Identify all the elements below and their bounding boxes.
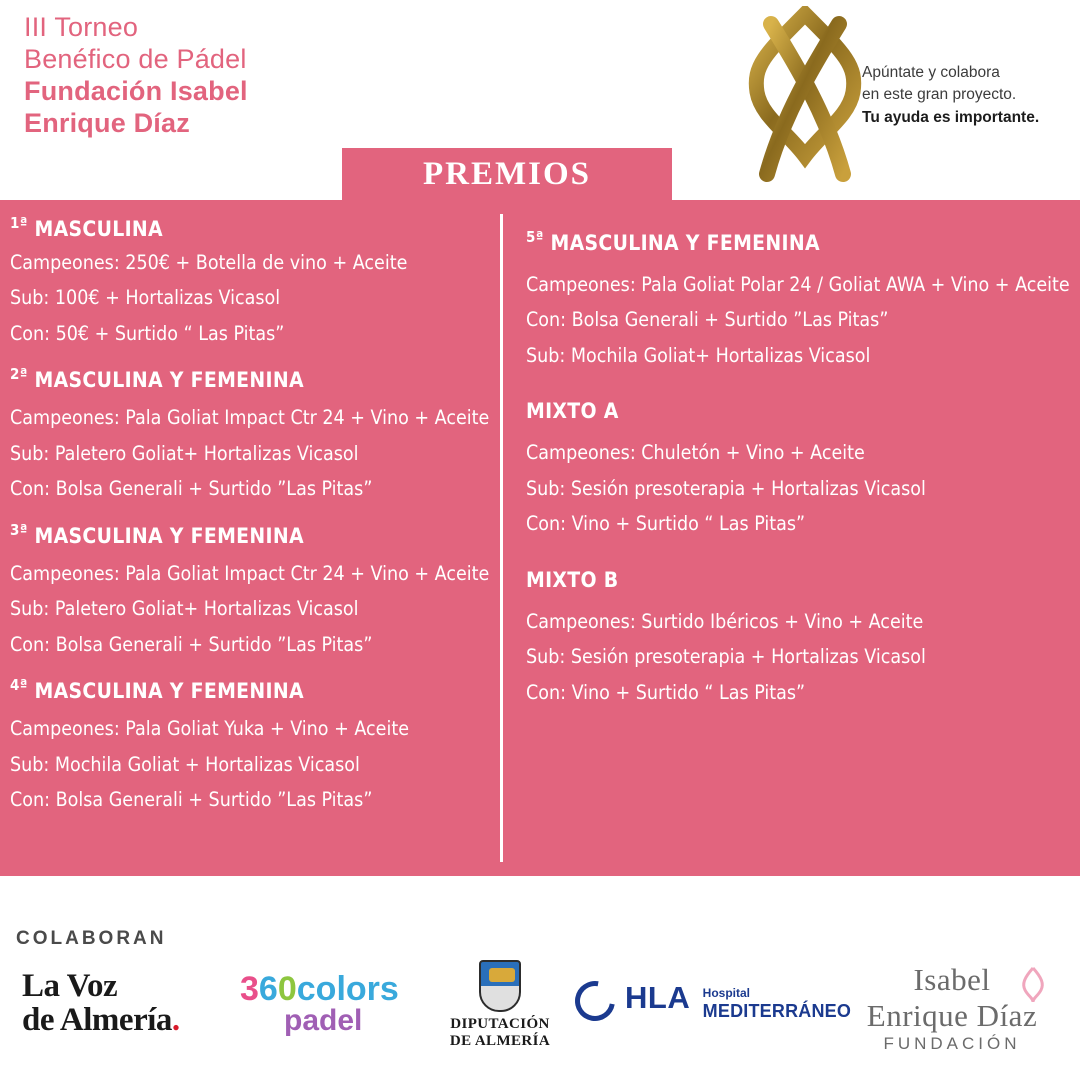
lavoz-dot: .	[171, 1001, 180, 1038]
header	[0, 0, 1080, 200]
prizes-panel	[0, 200, 1080, 876]
hla-sub-1: Hospital	[702, 986, 751, 1001]
prize-line: Con: Vino + Surtido “ Las Pitas”	[526, 512, 806, 536]
footer	[0, 876, 1080, 1080]
sponsor-logo-hla-hospital-mediterraneo	[575, 980, 851, 1022]
category-title	[10, 676, 482, 703]
prize-line: Campeones: Chuletón + Vino + Aceite	[526, 441, 865, 465]
sponsor-logo-360-colors-padel	[240, 972, 399, 1036]
category-title: MIXTO A	[526, 399, 619, 424]
prize-line: Con: Bolsa Generali + Surtido ”Las Pitas”	[526, 308, 889, 332]
category-ordinal-mark: ª	[19, 214, 28, 232]
title-line-2: Benéfico de Pádel	[24, 43, 247, 74]
lavoz-line-2: de Almería	[22, 1001, 172, 1038]
prize-category	[10, 214, 482, 351]
prize-line: Campeones: 250€ + Botella de vino + Aceite	[10, 251, 408, 274]
diputacion-shield-icon	[479, 960, 521, 1012]
padel360-digit-6: 6	[258, 970, 278, 1008]
category-number: 3	[10, 520, 20, 539]
sponsor-logos	[0, 962, 1080, 1076]
prize-line: Con: Bolsa Generali + Surtido ”Las Pitas”	[10, 477, 373, 501]
cta-line-1: Apúntate y colabora	[862, 64, 1000, 81]
prize-category	[10, 676, 482, 817]
cta-line-2: en este gran proyecto.	[862, 86, 1017, 104]
category-name: MASCULINA Y FEMENINA	[34, 679, 304, 704]
category-ordinal-mark: ª	[535, 228, 544, 246]
prize-category	[526, 399, 1062, 541]
category-number: 5	[526, 228, 536, 246]
category-name: MASCULINA	[34, 217, 163, 241]
prize-line: Sub: Sesión presoterapia + Hortalizas Vicasol	[526, 645, 926, 669]
prize-line: Sub: Sesión presoterapia + Hortalizas Vicasol	[526, 476, 926, 500]
prize-line: Sub: Paletero Goliat+ Hortalizas Vicasol	[10, 597, 359, 621]
prize-line: Sub: Mochila Goliat+ Hortalizas Vicasol	[526, 343, 871, 367]
category-number: 1	[10, 214, 20, 232]
category-ordinal-mark: ª	[19, 520, 28, 539]
sponsor-logo-diputacion-de-almeria	[440, 960, 560, 1051]
category-name: MASCULINA Y FEMENINA	[34, 368, 304, 393]
hla-mark-icon	[567, 973, 623, 1029]
fundacion-pink-ribbon-icon	[1016, 964, 1050, 1009]
prize-line: Con: Bolsa Generali + Surtido ”Las Pitas”	[10, 788, 373, 812]
prize-line: Campeones: Pala Goliat Polar 24 / Goliat AWA + Vino + Aceite	[526, 273, 1070, 296]
padel360-digit-3: 3	[240, 970, 259, 1008]
padel360-padel-word: padel	[284, 1004, 363, 1037]
prize-category	[10, 365, 490, 506]
prizes-column-right	[500, 200, 1080, 876]
fundacion-line-2: Enrique Díaz	[866, 998, 1038, 1033]
cta-line-3: Tu ayuda es importante.	[862, 108, 1040, 126]
padel360-digit-0: 0	[277, 970, 297, 1008]
category-ordinal-mark: ª	[19, 365, 28, 384]
prize-line: Sub: Paletero Goliat+ Hortalizas Vicasol	[10, 441, 359, 465]
category-ordinal-mark: ª	[19, 676, 28, 695]
title-line-3: Fundación Isabel	[24, 75, 248, 106]
prize-line: Campeones: Pala Goliat Impact Ctr 24 + Vino + Aceite	[10, 406, 490, 430]
prize-line: Campeones: Pala Goliat Yuka + Vino + Aceite	[10, 717, 410, 741]
fundacion-line-1: Isabel	[913, 962, 991, 997]
prize-category	[526, 228, 1070, 373]
category-number: 4	[10, 676, 20, 695]
prize-line: Con: Vino + Surtido “ Las Pitas”	[526, 680, 806, 704]
awareness-ribbon-icon	[735, 6, 875, 186]
category-number: 2	[10, 365, 20, 384]
colaboran-label: COLABORAN	[16, 928, 167, 949]
title-line-4: Enrique Díaz	[24, 107, 190, 138]
hla-name: HLA	[625, 980, 691, 1015]
prize-category	[526, 568, 1062, 710]
event-title	[24, 12, 248, 139]
cta-text	[862, 62, 1039, 129]
category-name: MASCULINA Y FEMENINA	[34, 523, 304, 548]
fundacion-line-3: FUNDACIÓN	[883, 1034, 1021, 1053]
padel360-colors-word: colors	[296, 970, 399, 1008]
category-title: MIXTO B	[526, 567, 619, 592]
premios-banner: PREMIOS	[342, 148, 672, 200]
lavoz-line-1: La Voz	[22, 968, 118, 1004]
prize-line: Con: Bolsa Generali + Surtido ”Las Pitas”	[10, 632, 373, 656]
prize-line: Con: 50€ + Surtido “ Las Pitas”	[10, 321, 285, 345]
prizes-column-left	[0, 200, 500, 876]
prize-line: Sub: Mochila Goliat + Hortalizas Vicasol	[10, 752, 360, 776]
prize-category	[10, 520, 490, 662]
category-title	[10, 214, 482, 241]
hla-sub-2: MEDITERRÁNEO	[702, 1001, 852, 1022]
prize-line: Sub: 100€ + Hortalizas Vicasol	[10, 286, 281, 310]
diputacion-line-1: DIPUTACIÓN	[450, 1016, 550, 1032]
category-title	[526, 228, 1062, 255]
diputacion-line-2: DE ALMERÍA	[449, 1033, 551, 1050]
prize-line: Campeones: Surtido Ibéricos + Vino + Aceite	[526, 609, 924, 633]
sponsor-logo-fundacion-isabel-enrique-diaz	[832, 962, 1072, 1054]
category-title	[10, 365, 482, 392]
category-name: MASCULINA Y FEMENINA	[550, 231, 820, 255]
prize-line: Campeones: Pala Goliat Impact Ctr 24 + Vino + Aceite	[10, 561, 490, 585]
sponsor-logo-la-voz-de-almeria	[22, 970, 180, 1037]
category-title	[10, 521, 482, 548]
title-line-1: III Torneo	[24, 12, 139, 42]
